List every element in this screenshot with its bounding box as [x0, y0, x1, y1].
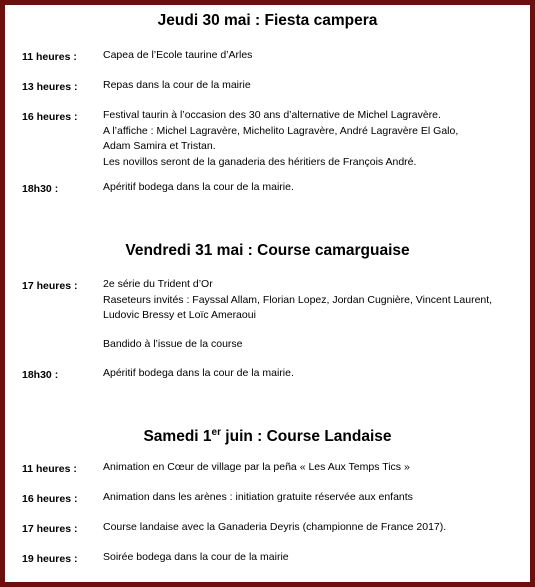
- event-time: 17 heures :: [22, 280, 78, 292]
- event-time: 11 heures :: [22, 463, 77, 475]
- event-description: [103, 180, 294, 196]
- event-line: Raseteurs invités : Fayssal Allam, Florian Lopez, Jordan Cugnière, Vincent Laurent,: [103, 293, 493, 306]
- event-description: [103, 460, 410, 476]
- event-time: 18h30 :: [22, 369, 59, 381]
- event-time: 13 heures :: [22, 81, 78, 93]
- event-line: Animation dans les arènes : initiation gratuite réservée aux enfants: [103, 491, 413, 503]
- event-description: [103, 550, 289, 566]
- event-description: [103, 108, 458, 170]
- event-line: Adam Samira et Tristan.: [103, 140, 216, 152]
- day-heading-saturday: [0, 427, 535, 446]
- event-time: 11 heures :: [22, 51, 77, 63]
- event-description: [103, 337, 243, 353]
- event-time: 18h30 :: [22, 183, 59, 195]
- event-line: 2e série du Trident d’Or: [103, 278, 213, 290]
- event-description: [103, 78, 251, 94]
- event-line: Festival taurin à l’occasion des 30 ans d’alternative de Michel Lagravère.: [103, 109, 441, 121]
- heading-text: Samedi 1: [143, 428, 212, 445]
- event-line: Animation en Cœur de village par la peña « Les Aux Temps Tics »: [103, 461, 410, 473]
- event-time: 16 heures :: [22, 111, 78, 123]
- event-time: 17 heures :: [22, 523, 78, 535]
- event-line: Les novillos seront de la ganaderia des héritiers de François André.: [103, 155, 417, 168]
- event-line: Ludovic Bressy et Loïc Ameraoui: [103, 309, 256, 321]
- event-line: Apéritif bodega dans la cour de la mairie.: [103, 367, 294, 379]
- event-description: [103, 520, 446, 536]
- event-time: 19 heures :: [22, 553, 78, 565]
- event-description: [103, 490, 413, 506]
- event-description: [103, 366, 294, 382]
- day-heading-friday: Vendredi 31 mai : Course camarguaise: [125, 242, 410, 259]
- heading-text: juin : Course Landaise: [220, 428, 392, 445]
- heading-superscript: er: [211, 427, 221, 438]
- event-description: [103, 48, 252, 64]
- event-line: A l’affiche : Michel Lagravère, Michelito Lagravère, André Lagravère El Galo,: [103, 124, 459, 137]
- event-line: Soirée bodega dans la cour de la mairie: [103, 551, 289, 563]
- event-line: Bandido à l’issue de la course: [103, 338, 243, 350]
- day-heading-thursday: Jeudi 30 mai : Fiesta campera: [157, 12, 378, 29]
- event-line: Repas dans la cour de la mairie: [103, 79, 251, 91]
- event-line: Apéritif bodega dans la cour de la mairie.: [103, 181, 294, 193]
- event-time: 16 heures :: [22, 493, 78, 505]
- event-line: Capea de l’Ecole taurine d’Arles: [103, 49, 253, 61]
- event-description: [103, 277, 492, 324]
- event-line: Course landaise avec la Ganaderia Deyris (championne de France 2017).: [103, 521, 447, 533]
